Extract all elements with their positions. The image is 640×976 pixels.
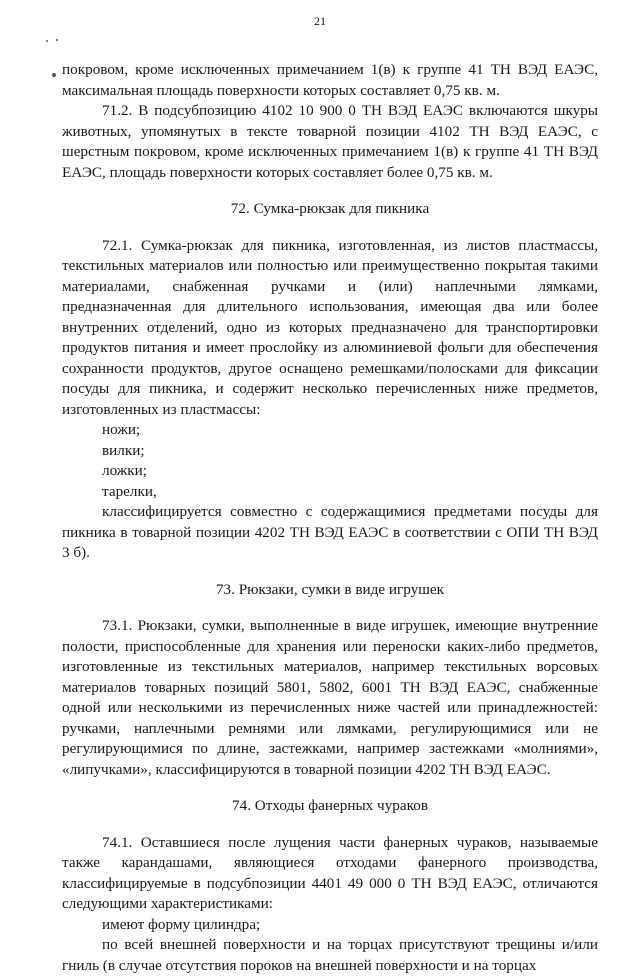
- paragraph-74-1: 74.1. Оставшиеся после лущения части фанерных чураков, называемые также карандашами, являющиеся отходами фанерного производства, классифицируемые в подсубпозиции 4401 49 000 0 ТН ВЭД ЕАЭС, отличаются следующими характеристиками:: [62, 833, 598, 912]
- paragraph-73-1: 73.1. Рюкзаки, сумки, выполненные в виде игрушек, имеющие внутренние полости, приспособленные для хранения или переноски каких-либо предметов, изготовленные из текстильных материалов, например текстильных ворсовых материалов товарных позиций 5801, 5802, 6001 ТН ВЭД ЕАЭС, снабженные одной или несколькими из перечисленных ниже частей или принадлежностей: ручками, наплечными ремнями или лямками, регулирующимися или не регулирующимися по длине, застежками, например застежками «молниями», «липучками», классифицируются в товарной позиции 4202 ТН ВЭД ЕАЭС.: [62, 617, 598, 778]
- paragraph-72-1: 72.1. Сумка-рюкзак для пикника, изготовленная, из листов пластмассы, текстильных материалов или полностью или преимущественно покрытая такими материалами, снабженная ручками и (или) наплечными лямками, предназначенная для длительного использования, имеющая два или более внутренних отделений, одно из которых предназначено для транспортировки продуктов питания и имеет прослойку из алюминиевой фольги для обеспечения сохранности продуктов, другое оснащено ремешками/полосками для фиксации посуды для пикника, и содержит несколько перечисленных ниже предметов, изготовленных из пластмассы:: [62, 236, 598, 418]
- section-72-heading: 72. Сумка-рюкзак для пикника: [230, 200, 430, 217]
- section-74-heading: 74. Отходы фанерных чураков: [232, 797, 428, 814]
- section-73-heading: 73. Рюкзаки, сумки в виде игрушек: [215, 580, 445, 598]
- list-item: по всей внешней поверхности и на торцах присутствуют трещины и/или гниль (в случае отсутствия пороков на внешней поверхности и на торцах: [62, 936, 598, 974]
- scan-speck: [56, 39, 58, 41]
- list-item: вилки;: [102, 441, 145, 459]
- continuation-paragraph: покровом, кроме исключенных примечанием 1(в) к группе 41 ТН ВЭД ЕАЭС, максимальная площадь поверхности которых составляет 0,75 кв. м.: [62, 61, 598, 99]
- scan-speck: [52, 73, 56, 77]
- scan-speck: [46, 40, 48, 42]
- list-item: ножи;: [102, 421, 141, 438]
- document-body: [62, 60, 598, 976]
- page-number: 21: [314, 14, 326, 28]
- list-item: имеют форму цилиндра;: [102, 915, 261, 933]
- list-item: ложки;: [102, 462, 148, 479]
- paragraph-72-1-conclusion: классифицируется совместно с содержащимися предметами посуды для пикника в товарной позиции 4202 ТН ВЭД ЕАЭС в соответствии с ОПИ ТН ВЭД 3 б).: [62, 503, 598, 561]
- list-item: тарелки,: [102, 482, 157, 500]
- paragraph-71-2: 71.2. В подсубпозицию 4102 10 900 0 ТН ВЭД ЕАЭС включаются шкуры животных, упомянутых в тексте товарной позиции 4102 ТН ВЭД ЕАЭС, с шерстным покровом, кроме исключенных примечанием 1(в) к группе 41 ТН ВЭД ЕАЭС, площадь поверхности которых составляет более 0,75 кв. м.: [62, 102, 598, 181]
